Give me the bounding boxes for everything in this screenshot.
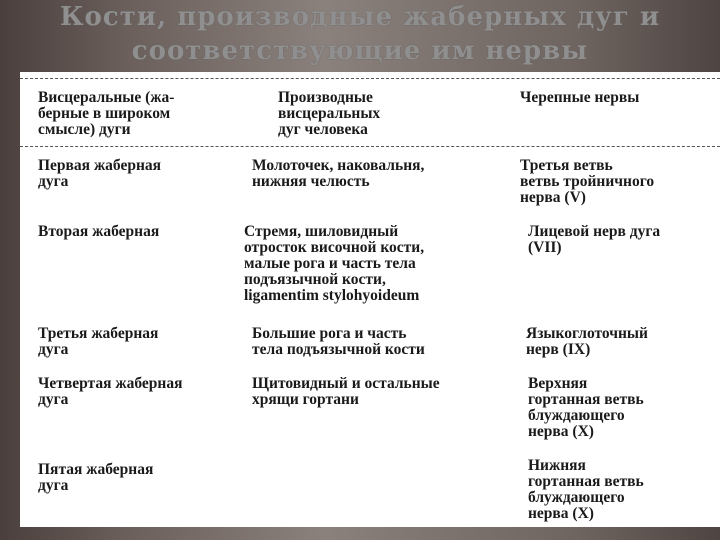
slide-title	[0, 0, 720, 68]
header-arches: Висцеральные (жа- берные в широком смысле) дуги	[38, 89, 175, 138]
header-nerves: Черепные нервы	[520, 89, 640, 106]
row-2-nerve: Лицевой нерв дуга (VII)	[528, 223, 661, 256]
header-derivatives: Производные висцеральных дуг человека	[278, 89, 381, 138]
row-5-nerve: Нижняя гортанная ветвь блуждающего нерва (X)	[528, 457, 644, 522]
row-2-derivatives: Стремя, шиловидный отросток височной кости, малые рога и часть тела подъязычной кости, ligamentim stylohyoideum	[244, 223, 425, 304]
divider-header	[20, 146, 720, 147]
row-3-nerve: Языкоглоточный нерв (IX)	[526, 325, 648, 358]
row-4-nerve: Верхняя гортанная ветвь блуждающего нерва (X)	[528, 375, 644, 440]
row-1-nerve: Третья ветвь ветвь тройничного нерва (V)	[520, 157, 655, 206]
row-5-arch: Пятая жаберная дуга	[38, 461, 154, 494]
title-line-2: соответствующие им нервы	[131, 36, 589, 66]
row-4-arch: Четвертая жаберная дуга	[38, 375, 183, 408]
divider-top	[20, 78, 720, 79]
row-2-arch: Вторая жаберная	[38, 223, 160, 240]
row-4-derivatives: Щитовидный и остальные хрящи гортани	[252, 375, 440, 408]
row-1-arch: Первая жаберная дуга	[38, 157, 162, 190]
row-3-arch: Третья жаберная дуга	[38, 325, 159, 358]
row-1-derivatives: Молоточек, наковальня, нижняя челюсть	[252, 157, 425, 190]
row-3-derivatives: Большие рога и часть тела подъязычной кости	[252, 325, 425, 358]
table-sheet	[20, 72, 720, 527]
title-line-1: Кости, производные жаберных дуг и	[59, 2, 661, 32]
